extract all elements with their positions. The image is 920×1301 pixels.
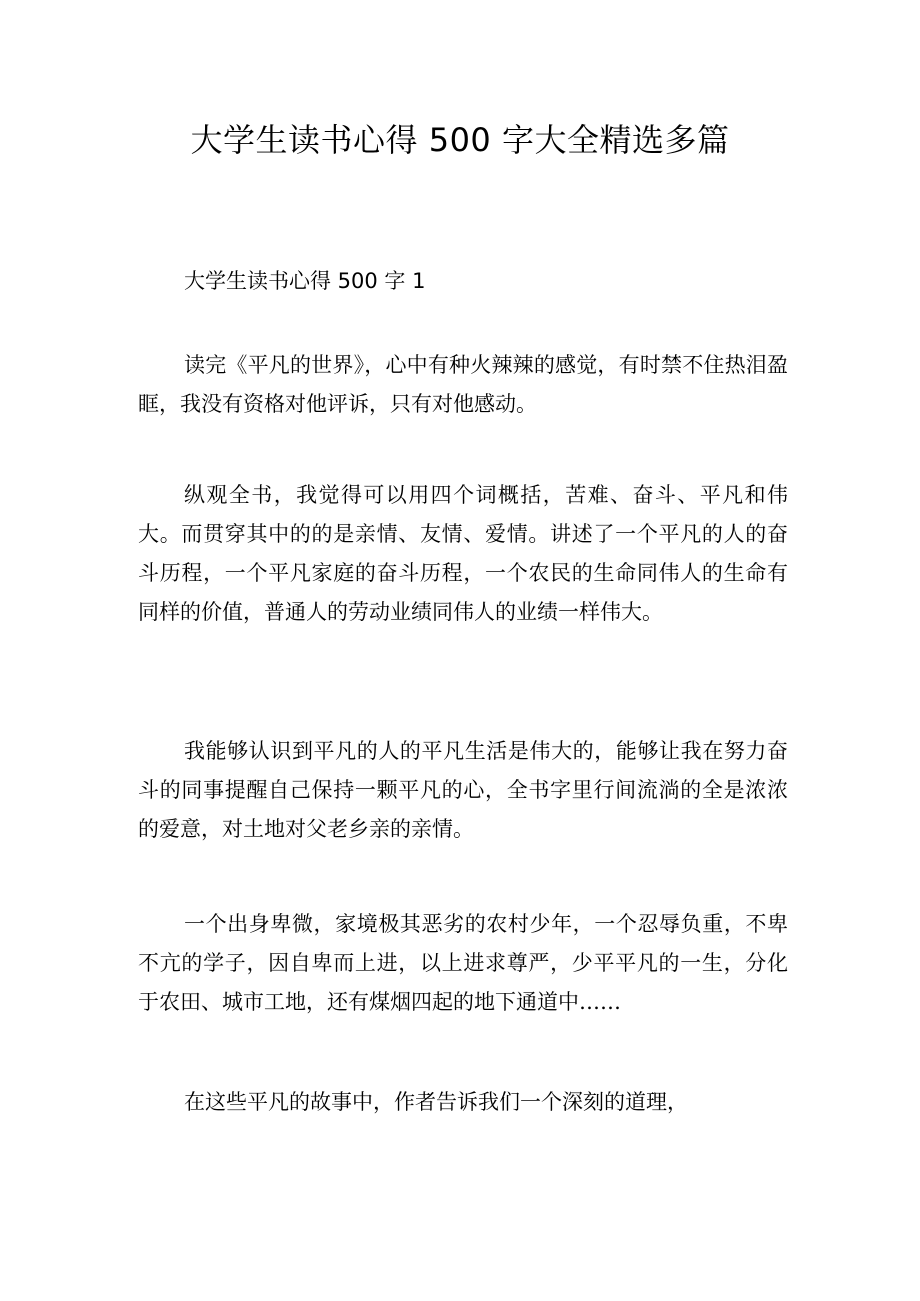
paragraph-5: 在这些平凡的故事中，作者告诉我们一个深刻的道理， (184, 1090, 688, 1114)
section-heading: 大学生读书心得 500 字 1 (184, 269, 426, 293)
paragraph-3: 我能够认识到平凡的人的平凡生活是伟大的，能够让我在努力奋斗的同事提醒自己保持一颗平凡的心，全书字里行间流淌的全是浓浓的爱意，对土地对父老乡亲的亲情。 (138, 739, 788, 841)
paragraph-2: 纵观全书，我觉得可以用四个词概括，苦难、奋斗、平凡和伟大。而贯穿其中的的是亲情、友情、爱情。讲述了一个平凡的人的奋斗历程，一个平凡家庭的奋斗历程，一个农民的生命同伟人的生命有同样的价值，普通人的劳动业绩同伟人的业绩一样伟大。 (138, 483, 788, 624)
document-title: 大学生读书心得 500 字大全精选多篇 (190, 121, 730, 159)
paragraph-1: 读完《平凡的世界》，心中有种火辣辣的感觉，有时禁不住热泪盈眶，我没有资格对他评诉，只有对他感动。 (138, 353, 788, 416)
paragraph-4: 一个出身卑微，家境极其恶劣的农村少年，一个忍辱负重，不卑不亢的学子，因自卑而上进，以上进求尊严，少平平凡的一生，分化于农田、城市工地，还有煤烟四起的地下通道中…… (138, 912, 788, 1014)
